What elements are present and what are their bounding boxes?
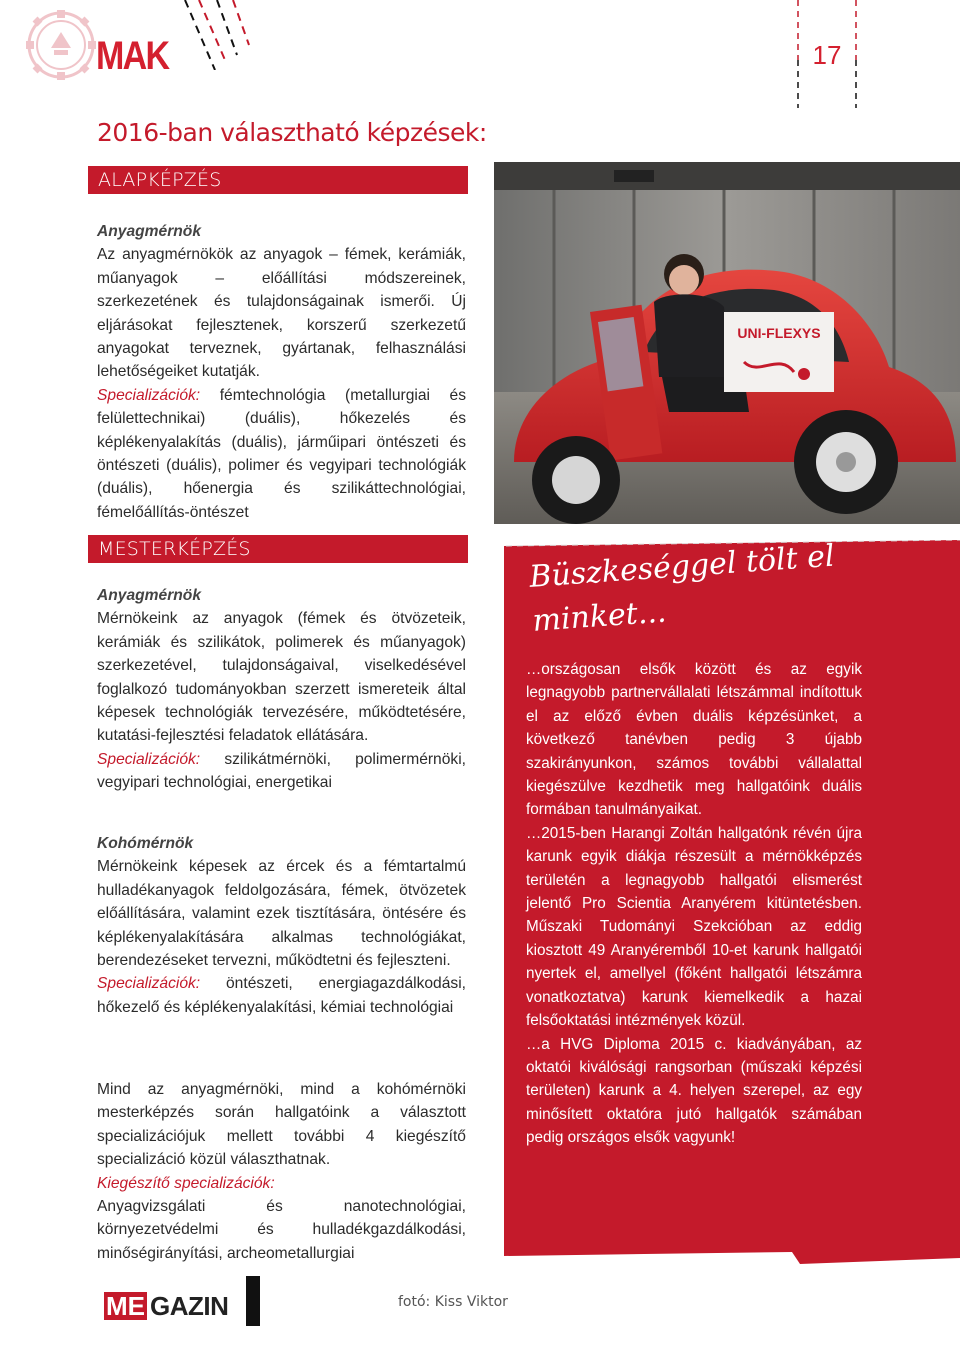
kiegeszito-block xyxy=(97,1078,466,1265)
section-band-alapkepzes: ALAPKÉPZÉS xyxy=(88,166,468,194)
panel-paragraph-3: …a HVG Diploma 2015 c. kiadványában, az oktatói kiválósági rangsorban (műszaki képzési területen) karunk a 4. helyen szerepel, az egy minősített oktatóra jutó hallgatók számában pedig országos elsők vagyunk! xyxy=(526,1035,862,1147)
panel-paragraph-1: …országosan elsők között és az egyik legnagyobb partnervállalati létszámmal indítottuk el az előző évben duális képzésünket, a következő tanévben pedig 3 újabb szakirányunkon, számos további vállalattal kiegészülve kezdhetik meg hallgatóink duális formában tanulmányaikat. xyxy=(526,661,862,819)
alap-spec-text: fémtechnológia (metallurgiai és felülettechnikai) (duális), hőkezelés és képlékenyalakítás (duális), járműipari öntészeti és öntészeti (duális), polimer és vegyipari technológiák (duális), hőenergia és szilikáttechnológiai, fémelőállítás-öntészet xyxy=(97,386,466,521)
alap-subhead: Anyagmérnök xyxy=(97,223,201,240)
photo-red-beetle xyxy=(494,162,960,524)
koho-spec-label: Specializációk: xyxy=(97,975,201,993)
decorative-dash-lines xyxy=(175,0,265,70)
koho-subhead: Kohómérnök xyxy=(97,835,194,852)
alap-description: Az anyagmérnökök az anyagok – fémek, kerámiák, műanyagok – előállítási módszereinek, szerkezetének és tulajdonságainak ismerői. Új eljárásokat fejlesztenek, korszerű szerkezetű anyagokat terveznek, gyártanak, felhasználási lehetőségeiket kutatják. xyxy=(97,246,466,381)
mester-spec-label: Specializációk: xyxy=(97,750,201,768)
mester-specializations xyxy=(97,748,466,795)
faculty-title: MAK xyxy=(96,34,169,78)
alap-specializations xyxy=(97,384,466,524)
megazin-logo-me: ME xyxy=(106,1291,145,1321)
kohomernok-block xyxy=(97,832,466,1019)
alap-spec-label: Specializációk: xyxy=(97,386,201,404)
alap-anyagmernok-block xyxy=(97,220,466,524)
kiegeszito-description: Mind az anyagmérnöki, mind a kohómérnöki mesterképzés során hallgatóink a választott specializációjuk mellett további 4 kiegészítő specializáció közül választhatnak. xyxy=(97,1081,466,1169)
panel-heading: Büszkeséggel tölt el minket... xyxy=(528,538,836,639)
kiegeszito-spec-label: Kiegészítő specializációk: xyxy=(97,1174,275,1192)
panel-text xyxy=(526,658,862,1150)
faculty-emblem-icon xyxy=(26,10,96,80)
koho-description: Mérnökeink képesek az ércek és a fémtartalmú hulladékanyagok feldolgozására, fémek, ötvözetek előállítására, valamint ezek tisztítására, öntésére és képlékenyalakítására alkalmas technológiákat, berendezéseket tervezni, működtetni és fejleszteni. xyxy=(97,858,466,970)
megazin-logo-bar xyxy=(246,1276,260,1326)
mester-description: Mérnökeink az anyagok (fémek és ötvözeteik, kerámiák és szilikátok, polimerek és műanyagok) szerkezetével, tulajdonságaival, viselkedésével foglalkozó tudományokban szerzett ismereteik által képesek technológiák tervezésére, működtetésére, kutatási-fejlesztési feladatok ellátására. xyxy=(97,610,466,745)
megazin-logo-rest: GAZIN xyxy=(150,1291,229,1321)
page-number: 17 xyxy=(812,40,842,70)
mester-anyagmernok-block xyxy=(97,584,466,795)
photo-credit: fotó: Kiss Viktor xyxy=(398,1294,508,1310)
kiegeszito-spec-text: Anyagvizsgálati és nanotechnológiai, környezetvédelmi és hulladékgazdálkodási, minőségirányítási, archeometallurgiai xyxy=(97,1198,466,1262)
page-heading: 2016-ban választható képzések: xyxy=(97,118,487,147)
section-band-mesterkepzes: MESTERKÉPZÉS xyxy=(88,535,468,563)
panel-paragraph-2: …2015-ben Harangi Zoltán hallgatónk révén újra karunk egyik diákja részesült a mérnökképzés területén a legnagyobb hallgatói elismerést jelentő Pro Scientia Aranyérem kitüntetésben. Műszaki Tudományi Szekcióban az eddig kiosztott 49 Aranyéremből 10-et karunk hallgatói nyertek el, amellyel (főként hallgatói létszámra vonatkoztatva) karunk kiemelkedik a hazai felsőoktatási intézmények közül. xyxy=(526,824,862,1030)
mester-spec-text: szilikátmérnöki, polimermérnöki, vegyipari technológiai, energetikai xyxy=(97,750,466,792)
mester-subhead: Anyagmérnök xyxy=(97,587,201,604)
door-logo-text: UNI-FLEXYS xyxy=(737,325,821,341)
koho-spec-text: öntészeti, energiagazdálkodási, hőkezelő és képlékenyalakítási, kémiai technológiai xyxy=(97,975,466,1016)
koho-specializations xyxy=(97,972,466,1019)
